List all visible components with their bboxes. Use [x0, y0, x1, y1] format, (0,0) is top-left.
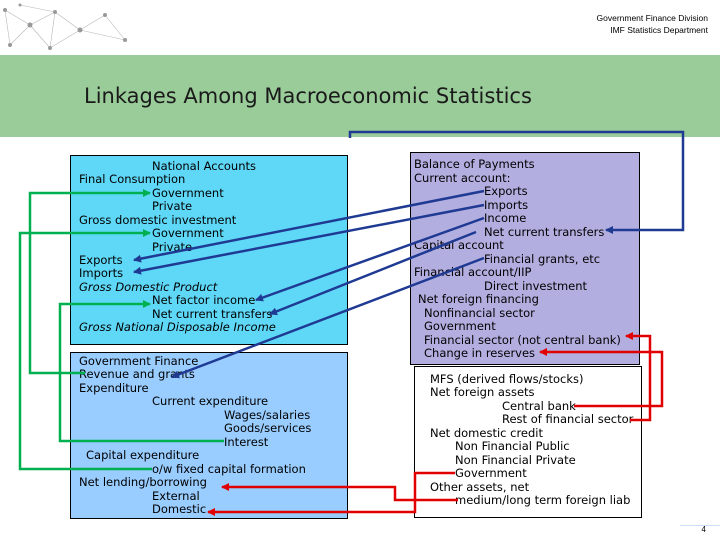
na-line: Private — [152, 199, 193, 213]
org-header — [597, 12, 709, 36]
na-line: Net factor income — [152, 293, 256, 307]
na-line: Net current transfers — [152, 307, 273, 321]
na-line: Private — [152, 240, 193, 254]
gf-line: Net lending/borrowing — [79, 475, 207, 489]
mfs-line: MFS (derived flows/stocks) — [430, 372, 584, 386]
bop-line: Balance of Payments — [414, 157, 535, 171]
footer-rule — [680, 525, 720, 540]
mfs-line: Government — [455, 466, 527, 480]
bop-line: Financial grants, etc — [484, 252, 601, 266]
na-line: Exports — [79, 253, 123, 267]
bop-line: Imports — [484, 198, 529, 212]
gf-line: Interest — [224, 435, 269, 449]
mfs-line: Non Financial Public — [455, 439, 570, 453]
bop-line: Financial sector (not central bank) — [424, 333, 621, 347]
gf-line: Goods/services — [224, 421, 312, 435]
bop-line: Income — [484, 211, 527, 225]
page-title: Linkages Among Macroeconomic Statistics — [84, 84, 532, 108]
bop-line: Current account: — [414, 171, 511, 185]
gf-line: Expenditure — [79, 381, 149, 395]
bop-line: Financial account/IIP — [414, 265, 532, 279]
bop-line: Net current transfers — [484, 225, 605, 239]
gf-line: Wages/salaries — [224, 408, 311, 422]
page-number: 4 — [701, 525, 706, 534]
na-heading: National Accounts — [152, 159, 256, 173]
mfs-line: medium/long term foreign liab — [455, 493, 631, 507]
bop-line: Exports — [484, 184, 528, 198]
bop-line: Direct investment — [484, 279, 588, 293]
na-line: Gross National Disposable Income — [79, 320, 276, 334]
mfs-line: Non Financial Private — [455, 453, 576, 467]
gf-line: o/w fixed capital formation — [152, 462, 306, 476]
mfs-line: Central bank — [502, 399, 576, 413]
gf-line: Revenue and grants — [79, 367, 195, 381]
gf-line: Current expenditure — [152, 394, 269, 408]
gf-line: Government Finance — [79, 354, 199, 368]
mfs-line: Other assets, net — [430, 480, 530, 494]
bop-line: Capital account — [414, 238, 504, 252]
na-line: Gross domestic investment — [79, 213, 237, 227]
gf-line: External — [152, 489, 200, 503]
na-line: Imports — [79, 266, 124, 280]
gf-line: Capital expenditure — [86, 448, 200, 462]
na-line: Government — [152, 226, 224, 240]
bop-line: Government — [424, 319, 496, 333]
na-line: Government — [152, 186, 224, 200]
bop-line: Nonfinancial sector — [424, 306, 535, 320]
na-line: Final Consumption — [79, 172, 186, 186]
bop-line: Change in reserves — [424, 346, 536, 360]
bop-line: Net foreign financing — [418, 292, 539, 306]
mfs-line: Net domestic credit — [430, 426, 544, 440]
gf-line: Domestic — [152, 502, 207, 516]
org-line-1: Government Finance Division — [596, 13, 708, 23]
mfs-line: Net foreign assets — [430, 385, 535, 399]
na-line: Gross Domestic Product — [79, 280, 218, 294]
network-logo — [0, 0, 130, 60]
mfs-line: Rest of financial sector — [502, 412, 634, 426]
org-line-2: IMF Statistics Department — [610, 25, 708, 35]
